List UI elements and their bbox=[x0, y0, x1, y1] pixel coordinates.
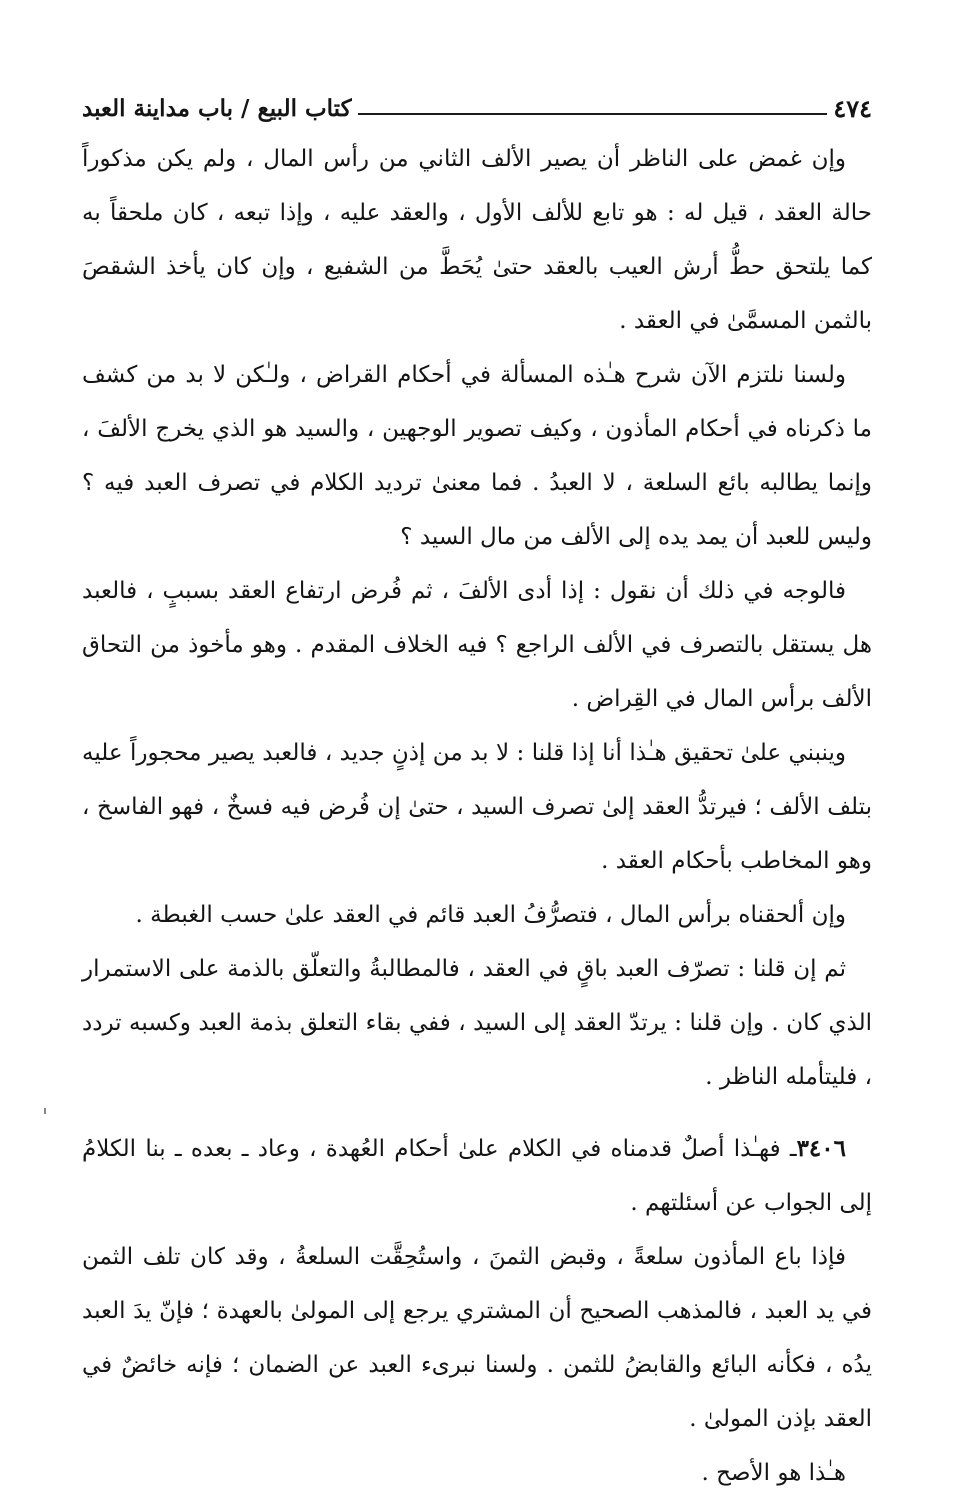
paragraph: وينبني علىٰ تحقيق هـٰذا أنا إذا قلنا : لا بد من إذنٍ جديد ، فالعبد يصير محجوراً عليه بتلف الألف ؛ فيرتدُّ العقد إلىٰ تصرف السيد ، حتىٰ إن فُرض فيه فسخٌ ، فهو الفاسخ ، وهو المخاطب بأحكام العقد . bbox=[82, 740, 872, 874]
page-body bbox=[82, 132, 872, 1500]
entry-text: ـ فهـٰذا أصلٌ قدمناه في الكلام علىٰ أحكام العُهدة ، وعاد ـ بعده ـ بنا الكلامُ إلى الجواب عن أسئلتهم . bbox=[82, 1136, 872, 1216]
scan-speck bbox=[44, 1108, 46, 1114]
paragraph: فالوجه في ذلك أن نقول : إذا أدى الألفَ ، ثم فُرض ارتفاع العقد بسببٍ ، فالعبد هل يستقل بالتصرف في الألف الراجع ؟ فيه الخلاف المقدم . وهو مأخوذ من التحاق الألف برأس المال في القِراض . bbox=[82, 578, 872, 712]
numbered-entry bbox=[82, 1122, 872, 1230]
paragraph: هـٰذا هو الأصح . bbox=[701, 1460, 846, 1486]
paragraph: ثم إن قلنا : تصرّف العبد باقٍ في العقد ، فالمطالبةُ والتعلّق بالذمة على الاستمرار الذي كان . وإن قلنا : يرتدّ العقد إلى السيد ، ففي بقاء التعلق بذمة العبد وكسبه تردد ، فليتأمله الناظر . bbox=[82, 956, 872, 1090]
section-gap bbox=[82, 1104, 872, 1122]
paragraph: فإذا باع المأذون سلعةً ، وقبض الثمنَ ، واستُحِقَّت السلعةُ ، وقد كان تلف الثمن في يد العبد ، فالمذهب الصحيح أن المشتري يرجع إلى المولىٰ بالعهدة ؛ فإنّ يدَ العبد يدُه ، فكأنه البائع والقابضُ للثمن . ولسنا نبرىء العبد عن الضمان ؛ فإنه خائضٌ في العقد بإذن المولىٰ . bbox=[82, 1244, 872, 1432]
paragraph: وإن ألحقناه برأس المال ، فتصرُّفُ العبد قائم في العقد علىٰ حسب الغبطة . bbox=[135, 902, 846, 928]
running-title: كتاب البيع / باب مداينة العبد bbox=[82, 95, 352, 122]
paragraph: ولسنا نلتزم الآن شرح هـٰذه المسألة في أحكام القراض ، ولـٰكن لا بد من كشف ما ذكرناه في أحكام المأذون ، وكيف تصوير الوجهين ، والسيد هو الذي يخرج الألفَ ، وإنما يطالبه بائع السلعة ، لا العبدُ . فما معنىٰ ترديد الكلام في تصرف العبد فيه ؟ وليس للعبد أن يمد يده إلى الألف من مال السيد ؟ bbox=[82, 362, 872, 550]
header-rule bbox=[358, 113, 828, 115]
page-header bbox=[82, 84, 872, 124]
entry-number: ٣٤٠٦ bbox=[796, 1135, 846, 1162]
paragraph: وإن غمض على الناظر أن يصير الألف الثاني من رأس المال ، ولم يكن مذكوراً حالة العقد ، قيل له : هو تابع للألف الأول ، والعقد عليه ، وإذا تبعه ، كان ملحقاً به كما يلتحق حطُّ أرش العيب بالعقد حتىٰ يُحَطَّ من الشفيع ، وإن كان يأخذ الشقصَ بالثمن المسمَّىٰ في العقد . bbox=[82, 146, 872, 334]
page-number: ٤٧٤ bbox=[833, 94, 872, 123]
